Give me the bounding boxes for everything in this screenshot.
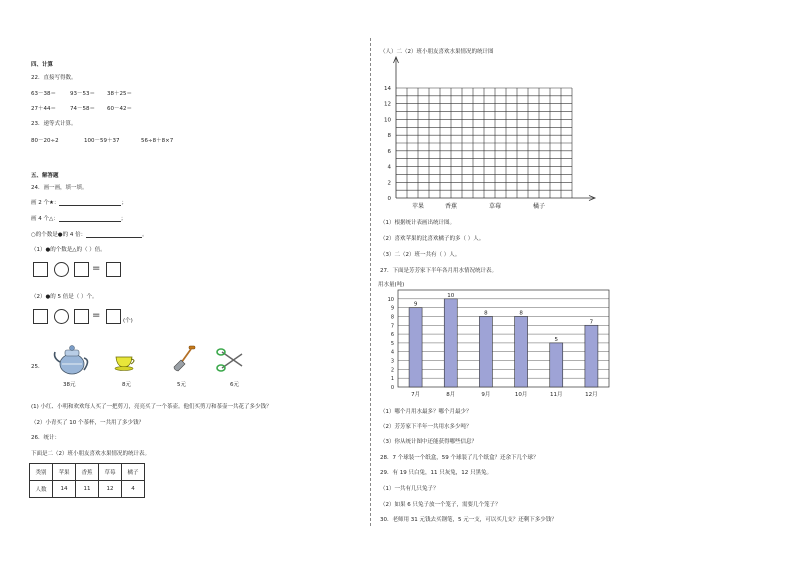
equals-sign: = [92,263,101,274]
table-row [30,481,145,498]
y-tick-label: 6 [390,332,394,339]
draw-star-end: ； [121,200,127,206]
x-category-label: 10月 [514,392,528,398]
q24-text: 24．画一画，填一填。 [31,185,88,191]
table-header-cell: 香蕉 [76,464,99,481]
oral-calc: 38＋25＝ [107,91,132,97]
draw-triangle-label: 画 4 个△： [31,216,59,222]
draw-triangle-line [31,214,126,222]
bar [550,343,563,387]
x-category-label: 苹果 [411,203,425,210]
q26-1-text: （1）根据统计表画出统计图。 [380,220,456,226]
q27-1-text: （1）哪个月用水最多？哪个月最少？ [380,409,472,415]
y-tick-label: 8 [390,314,394,321]
bar-value-label: 5 [554,336,558,343]
answer-line[interactable] [59,199,121,206]
y-tick-label: 12 [384,101,391,108]
y-tick-label: 3 [390,358,394,365]
teapot-icon [52,340,92,376]
table-cell: 14 [53,481,76,498]
x-category-label: 7月 [411,392,421,398]
q25-1-text: (1) 小红、小明和欢欢每人买了一把剪刀，亮亮买了一个茶壶。他们买剪刀和茶壶一共花了多少钱？ [31,404,272,410]
q29-2-text: （2）如果 6 只兔子放一个笼子，需要几个笼子？ [380,502,501,508]
stepwise-calc: 80－20÷2 [31,138,59,144]
q26-text: 26．统计： [31,435,60,441]
section4-title: 四、计算 [31,62,54,68]
answer-box[interactable] [74,309,89,324]
y-tick-label: 10 [387,296,394,303]
q26-2-text: （2）喜欢苹果的比喜欢橘子的多（ ）人。 [380,236,485,242]
table-header-cell: 橘子 [122,464,145,481]
price-label: 5元 [177,382,186,388]
bar [479,316,492,387]
y-tick-label: 0 [390,385,394,391]
answer-line[interactable] [86,231,142,238]
circle-line [31,230,148,238]
stepwise-calc: 100－59＋37 [84,138,120,144]
y-tick-label: 1 [390,376,394,383]
q22-text: 22．直接写得数。 [31,75,77,81]
q30-text: 30．老师用 31 元钱去买钢笔，5 元一支，可以买几支？还剩下多少钱？ [380,517,557,523]
x-category-label: 12月 [585,392,598,398]
q25-2-text: （2）小青买了 10 个茶杯，一共用了多少钱？ [31,420,144,426]
y-tick-label: 5 [390,340,394,347]
answer-box[interactable] [106,309,121,324]
fruit-chart-title: （人）二（2）班小朋友喜欢水果情况的统计图 [380,49,494,55]
bar-value-label: 7 [589,319,594,326]
fruit-table [29,463,145,498]
circle-line-label: ○的个数是●的 4 倍： [31,232,87,238]
oral-calc: 63－38＝ [31,91,56,97]
draw-star-label: 画 2 个★： [31,200,60,206]
bar-value-label: 9 [413,301,418,308]
answer-box[interactable] [74,262,89,277]
y-tick-label: 0 [387,196,391,202]
table-intro: 下面是二（2）班小朋友喜欢水果情况的统计表。 [31,451,151,457]
answer-box[interactable] [33,309,48,324]
y-tick-label: 10 [384,117,391,124]
table-header-cell: 草莓 [99,464,122,481]
table-cell: 4 [122,481,145,498]
table-cell: 人数 [30,481,53,498]
y-tick-label: 7 [390,323,394,330]
x-category-label: 香蕉 [444,203,458,210]
plot-frame [398,290,609,387]
fruit-bar-chart[interactable] [374,56,610,216]
oral-calc: 27＋44＝ [31,106,56,112]
circle-line-end: 。 [142,232,148,238]
q26-3-text: （3）二（2）班一共有（ ）人。 [380,252,461,258]
answer-box[interactable] [106,262,121,277]
equals-sign: = [92,310,101,321]
draw-triangle-end: ； [120,216,127,222]
q25-text: 25． [31,364,44,370]
y-axis-label: 用水量(吨) [378,282,405,288]
operator-circle[interactable] [54,262,69,277]
teacup-icon [113,353,139,371]
section5-title: 五、解答题 [31,173,59,179]
x-category-label: 9月 [481,392,491,398]
price-label: 6元 [230,382,239,388]
bar [444,299,457,387]
y-tick-label: 2 [387,180,391,187]
bar [515,316,528,387]
q24-1-text: （1）●的个数是△的（ ）倍。 [31,247,106,253]
x-category-label: 8月 [446,392,456,398]
y-tick-label: 6 [387,148,391,155]
q29-1-text: （1）一共有几只兔子？ [380,486,439,492]
draw-star-line [31,198,127,206]
water-bar-chart [374,279,614,401]
table-header-cell: 苹果 [53,464,76,481]
y-tick-label: 14 [384,86,391,92]
column-divider [370,38,371,526]
table-row [30,464,145,481]
price-label: 8元 [122,382,131,388]
q27-3-text: （3）你从统计图中还能获得哪些信息？ [380,439,478,445]
q27-2-text: （2）芳芳家下半年一共用水多少吨？ [380,424,472,430]
y-tick-label: 4 [387,164,391,171]
bar [409,308,422,387]
bar [585,325,598,387]
stepwise-calc: 56÷8＋8×7 [141,138,174,144]
q28-text: 28．7 个球装一个纸盒，59 个球装了几个纸盒？还余下几个球？ [380,455,539,461]
y-tick-label: 8 [387,133,391,140]
table-cell: 11 [76,481,99,498]
x-category-label: 橘子 [532,203,546,210]
y-tick-label: 4 [390,349,394,356]
q29-text: 29．有 19 只白兔，11 只灰兔，12 只黑兔。 [380,470,492,476]
table-cell: 12 [99,481,122,498]
bar-value-label: 10 [447,292,455,299]
answer-line[interactable] [59,215,121,222]
price-label: 38元 [63,382,76,388]
q24-2-text: （2）●的 5 倍是（ ）个。 [31,294,98,300]
y-tick-label: 9 [390,305,394,312]
x-category-label: 草莓 [488,203,502,210]
x-category-label: 11月 [550,392,563,398]
table-header-cell: 类别 [30,464,53,481]
operator-circle[interactable] [54,309,69,324]
y-tick-label: 2 [390,367,394,374]
q27-text: 27．下面是芳芳家下半年各月用水情况统计表。 [380,268,498,274]
q23-text: 23．递等式计算。 [31,121,77,127]
bar-value-label: 8 [484,310,488,317]
oral-calc: 93－53＝ [70,91,95,97]
shovel-icon [171,345,199,373]
scissors-icon [216,348,246,372]
answer-box[interactable] [33,262,48,277]
bar-value-label: 8 [519,310,523,317]
unit-ge: (个) [123,318,133,324]
oral-calc: 74－58＝ [70,106,95,112]
oral-calc: 60－42＝ [107,106,132,112]
